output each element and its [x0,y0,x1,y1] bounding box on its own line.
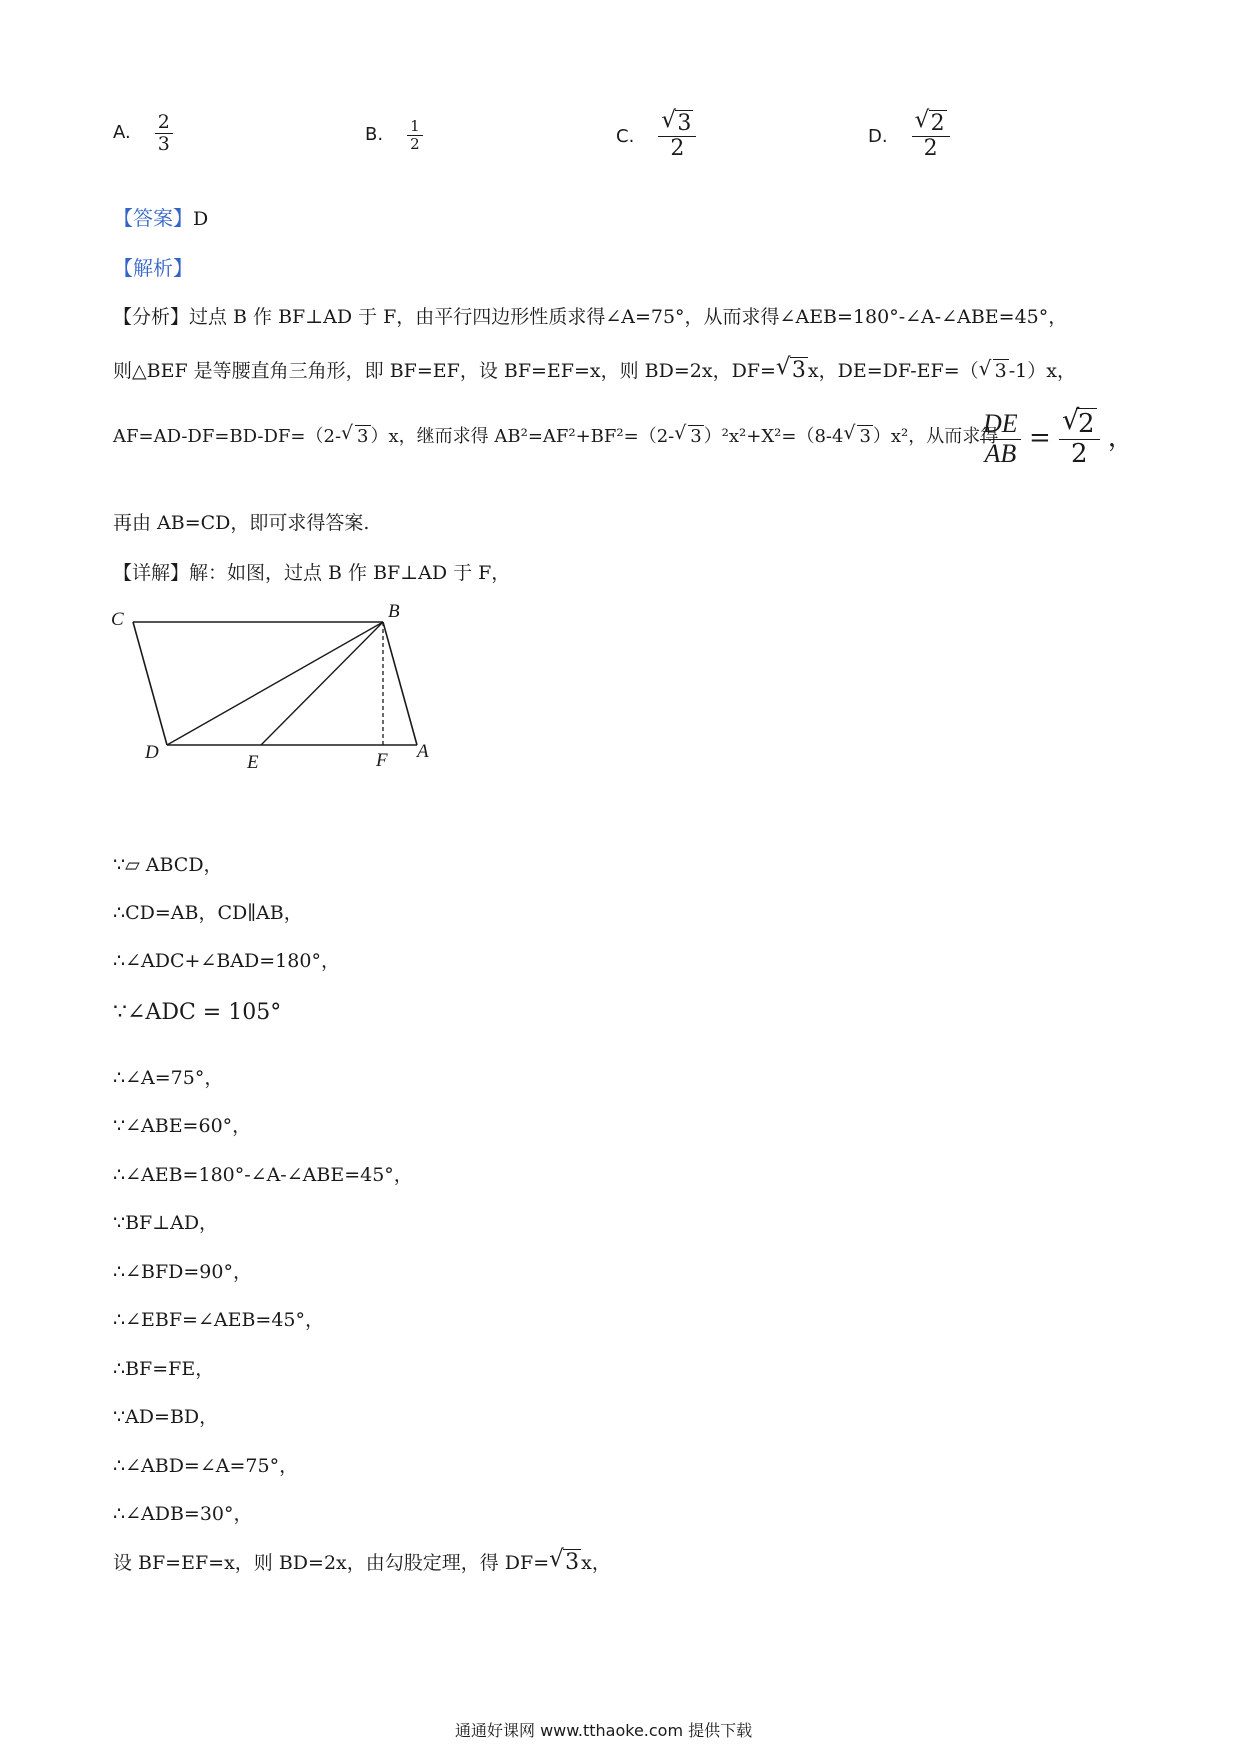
answer-value: D [193,208,209,230]
step-11: ∴BF=FE， [113,1358,215,1380]
footer-source: 通通好课网 www.tthaoke.com 提供下载 [455,1721,753,1740]
sqrt-expression: √ 3 [843,426,872,447]
option-d [868,112,950,161]
step-1: ∵▱ ABCD， [113,854,223,876]
answer-tag: 【答案】 [113,206,193,230]
label-e: E [247,752,259,773]
step-12: ∵AD=BD， [113,1406,219,1428]
option-b [365,118,423,152]
step-7: ∴∠AEB=180°-∠A-∠ABE=45°， [113,1164,413,1186]
analysis-line-2: 则△BEF 是等腰直角三角形，即 BF=EF，设 BF=EF=x，则 BD=2x，DF=√ 3 x，DE=DF-EF=（√ 3 -1）x， [113,356,1076,383]
step-9: ∴∠BFD=90°， [113,1261,252,1283]
step-14: ∴∠ADB=30°， [113,1503,253,1525]
option-fraction: √ $\frac{3}{2}$ [658,112,696,161]
label-b: B [388,601,400,622]
segment-cd [133,622,167,745]
segment-be [261,622,383,745]
option-fraction: $\frac{1}{2}$ [407,118,423,152]
option-label: B. [365,124,384,145]
label-d: D [145,742,159,763]
option-label: C. [616,125,635,147]
segment-ba [383,622,417,745]
step-5: ∴∠A=75°， [113,1067,224,1089]
segment-bd [167,622,383,745]
analysis-line-3: AF=AD-DF=BD-DF=（2-√ 3 ）x，继而求得 AB²=AF²+BF²=（2-√ 3 ）²x²+X²=（8-4√ 3 ）x²，从而求得 [113,422,998,448]
option-label: D. [868,125,888,147]
step-8: ∵BF⊥AD， [113,1212,219,1234]
label-f: F [376,750,388,771]
sqrt-expression: √ 3 [549,1550,581,1575]
option-label: A. [113,122,131,144]
sqrt-expression: √ 3 [776,358,808,383]
ratio-fraction: $\frac{DE}{AB}$ [980,410,1021,468]
option-fraction: $\frac{2}{3}$ [155,112,173,155]
analysis-tag: 【解析】 [113,256,193,280]
ratio-value: √ $\frac{2}{2}$ [1059,410,1100,468]
step-3: ∴∠ADC+∠BAD=180°， [113,950,340,972]
step-4: ∵∠ADC = 105° [113,1000,282,1025]
analysis-line-1: 【分析】过点 B 作 BF⊥AD 于 F，由平行四边形性质求得∠A=75°，从而求得∠AEB=180°-∠A-∠ABE=45°， [113,306,1068,328]
ratio-equation: $\frac{DE}{AB}$ = √ $\frac{2}{2}$ ， [980,410,1134,468]
option-c [616,112,696,161]
label-a: A [417,741,429,762]
analysis-line-4: 再由 AB=CD，即可求得答案. [113,512,370,534]
label-c: C [111,609,124,630]
step-2: ∴CD=AB，CD∥AB， [113,902,303,924]
final-line: 设 BF=EF=x，则 BD=2x，由勾股定理，得 DF=√ 3 x， [113,1548,611,1575]
sqrt-expression: √ 3 [674,426,703,447]
step-13: ∴∠ABD=∠A=75°， [113,1455,299,1477]
option-fraction: √ $\frac{2}{2}$ [912,112,950,161]
sqrt-expression: √ 3 [979,360,1009,382]
option-a [113,112,173,155]
step-6: ∵∠ABE=60°， [113,1115,252,1137]
detail-intro: 【详解】解：如图，过点 B 作 BF⊥AD 于 F， [113,562,511,584]
answer-line [113,202,208,231]
parallelogram-figure [105,600,445,780]
step-10: ∴∠EBF=∠AEB=45°， [113,1309,325,1331]
sqrt-expression: √ 3 [341,426,370,447]
